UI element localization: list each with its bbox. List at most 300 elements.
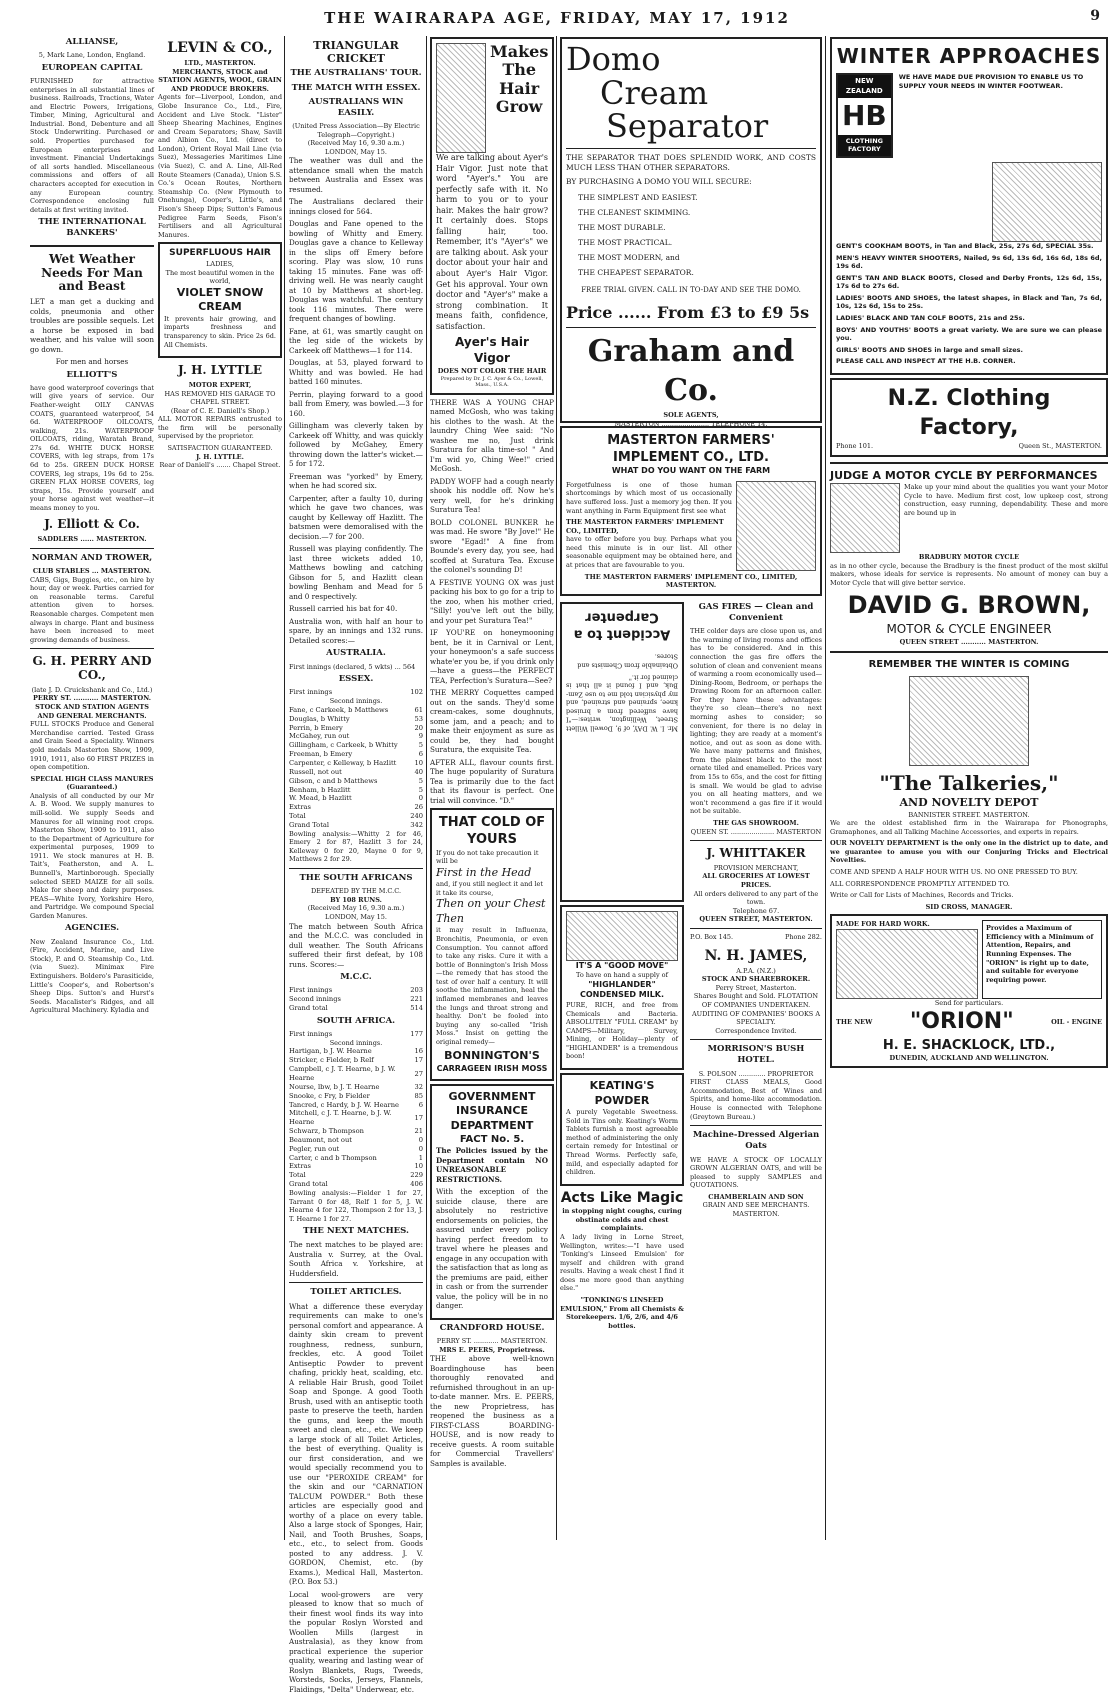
column-2 [289,34,423,1694]
sa-first-innings [289,1030,423,1039]
motorcycle-illustration [830,483,900,553]
wet-weather-heading: Wet Weather Needs For Man and Beast [41,251,143,294]
mfi-name: THE MASTERTON FARMERS' IMPLEMENT CO., LIMITED, [566,518,724,535]
score-value: 102 [410,688,423,697]
cricket-para: The Australians declared their innings closed for 564. [289,197,423,216]
boot-line: GIRLS' BOOTS AND SHOES in large and small sizes. [836,345,1023,354]
sa-second-heading: Second innings. [329,1038,383,1047]
accident-footer: Obtainable from Chemists and Stores. [577,652,678,670]
score-row [289,794,423,803]
perry-trade: STOCK AND STATION AGENTS AND GENERAL MERCHANTS. [35,703,149,720]
motor-brand: BRADBURY MOTOR CYCLE [918,553,1020,562]
masthead [0,0,1114,34]
european-capital-body: FURNISHED for attractive enterprises in all substantial lines of business. Railroads, Tractions, Water and Electric Powers, Irrigations, Timber, Mining, Agricultural and Industrial. Bond, Debenture and all Stock Underwriting. Purchased or sold. Properties purchased for European enterprises and investment. Financial Undertakings of all sorts handled. Miscellaneous commissions and offers of all characters accepted for execution in any European country. Correspondence enclosing full details at first writing invited. [30,77,154,214]
boot-line: GENT'S TAN AND BLACK BOOTS, Closed and Derby Fronts, 12s 6d, 15s, 17s 6d to 27s 6d. [836,273,1102,291]
score-value: 514 [410,1003,423,1012]
perry-sub: (late J. D. Cruickshank and Co., Ltd.) [31,685,153,694]
score-row [289,1101,423,1110]
cricket-sub: THE AUSTRALIANS' TOUR. [290,68,422,79]
player-runs: 32 [414,1082,423,1091]
european-capital-heading: EUROPEAN CAPITAL [41,62,143,73]
score-row [289,1109,423,1127]
cricket-heading: TRIANGULAR CRICKET [313,39,399,65]
cricket-para: The weather was dull and the attendance small when the match between Australia and Essex was resumed. [289,156,423,194]
magic-body: A lady living in Lorne Street, Wellington, writes:—"I have used 'Tonking's Linseed Emulsion' for myself and children with grand results. Having a weak chest I find it does me more good than anything else." [560,1232,684,1293]
norman-sub: CLUB STABLES ... MASTERTON. [32,567,152,576]
ayer-ad [430,37,554,395]
gas-showroom: THE GAS SHOWROOM. [713,818,799,827]
magic-heading: Acts Like Magic [560,1189,684,1206]
whittaker-body-2: All orders delivered to any part of the town. [693,889,819,907]
mfi-body-2: have to offer before you buy. Perhaps what you need this minute is in our list. All other seasonable equipment may be obtained here, and at prices that are favourable to you. [566,535,732,570]
score-row [289,1065,423,1083]
score-row [289,759,423,768]
lyttle-heading: J. H. LYTTLE [177,363,263,378]
score-row [289,750,423,759]
winter-heading: WINTER APPROACHES [836,44,1102,68]
divider [289,868,423,869]
divider [690,1125,822,1126]
crandford-address: PERRY ST. ............ MASTERTON. [436,1337,548,1345]
column-1b [158,34,282,1542]
domo-point: THE SIMPLEST AND EASIEST. [578,193,698,203]
score-row [289,1127,423,1136]
orion-name: "ORION" [909,1009,1014,1035]
wet-weather-body: LET a man get a ducking and colds, pneumonia and other troubles are possible sequels. Let a horse be exposed in bad weather, and his value will soon go down. [30,297,154,354]
whittaker-heading: J. WHITTAKER [706,846,806,861]
james-address: Perry Street, Masterton. [715,983,797,992]
score-label: First innings [289,986,333,995]
lyttle-satisfaction: SATISFACTION GUARANTEED. [167,444,273,453]
score-row [289,786,423,795]
talkeries-body-5: Write or Call for Lists of Machines, Records and Tricks. [830,891,1014,900]
cricket-place: LONDON, May 15. [325,147,387,156]
player-runs: 27 [414,1069,423,1078]
james-box: P.O. Box 145. [690,932,734,941]
player-runs: 61 [414,705,423,714]
score-value: 177 [410,1030,423,1039]
player-runs: 0 [418,1144,423,1153]
player-name: Campbell, c J. T. Hearne, b J. W. Hearne [289,1065,396,1082]
domo-point: THE MOST PRACTICAL. [578,238,673,248]
suratura-jest: IF YOU'RE on honeymooning bent, be it in Carnival or Lent, your honeymoon's a safe success whate'er you be, if you drink only—have a guess—the PERFECT TEA, Perfection's Suratura—See? [430,628,554,685]
whittaker-address: QUEEN STREET, MASTERTON. [699,915,813,924]
talkeries-address: BANNISTER STREET. MASTERTON. [908,810,1030,819]
boot-line: LADIES' BLACK AND TAN COLF BOOTS, 21s and 25s. [836,314,1025,323]
orion-side: Provides a Maximum of Efficiency with a Minimum of Attention, Repairs, and Running Expenses. The "ORION" is right up to date, and suitable for everyone requiring power. [982,920,1102,999]
next-matches-heading: THE NEXT MATCHES. [303,1226,409,1237]
keating-body: A purely Vegetable Sweetness. Sold in Tins only. Keating's Worm Tablets furnish a most agreeable method of administering the only certain remedy for Intestinal or Thread Worms. Perfectly safe, mild, and especially adapted for children. [566,1108,678,1177]
talkeries-body-4: ALL CORRESPONDENCE PROMPTLY ATTENDED TO. [830,879,1010,888]
gov-fact: FACT No. 5. [459,1134,525,1146]
hair-sub-2: The most beautiful women in the world, [165,268,275,286]
elliott-trade: SADDLERS ...... MASTERTON. [37,535,147,544]
south-africans-heading: THE SOUTH AFRICANS [299,873,413,884]
south-africa-heading: SOUTH AFRICA. [316,1015,396,1026]
domo-title-3: Separator [606,107,769,146]
score-label: Total [289,812,306,821]
cold-sub: If you do not take precaution it will be [436,848,539,866]
boot-line: GENT'S COOKHAM BOOTS, in Tan and Black, 25s, 27s 6d, SPECIAL 35s. [836,241,1094,250]
motor-body-2: as in no other cycle, because the Bradbury is the finest product of the most skilful makers, whose ideals for service is represents. No amount of money can buy a Motor Cycle that will give better service. [830,561,1108,587]
perry-address: PERRY ST. ........... MASTERTON. [32,694,152,703]
player-runs: 26 [414,803,423,812]
hair-body: It prevents hair growing, and imparts freshness and transparency to skin. Price 2s 6d. All Chemists. [164,314,276,349]
government-insurance-ad [430,1084,554,1320]
gas-body: THE colder days are close upon us, and the warming of living rooms and offices has to be considered. And in this connection the gas fire offers the solution of clean and convenient means of warming a room economically used—Dining-Room, Bedroom, or perhaps the Drawing Room for an afternoon caller. For they have these advantages: they're so clean—there's no next morning ashes to consider; so convenient, for there is no delay in lighting; they are ready at a moment's notice, and out as soon as done with. We have many patterns and finishes, from the plainest black to the most ornate tiled and enamelled. Prices vary from 15s to 65s, and the cost for fitting is small. We would be glad to advise you on all heating matters, and we won't recommend a gas fire if it would not be suitable. [690,627,822,816]
oats-firm: CHAMBERLAIN AND SON [708,1192,804,1201]
cold-stage-2: and, if you still neglect it and let it take its course, [436,880,544,897]
divider [30,548,154,549]
score-label: Grand total [289,1180,328,1189]
cricket-para: Gillingham was cleverly taken by Carkeek off Whitty, and was quickly followed by McGahey, Emery throwing down the latter's wicket.—5 for 172. [289,421,423,469]
hb-logo [836,73,893,158]
cold-stage-1: First in the Head [436,865,532,879]
boots-list [836,242,1102,366]
player-runs: 16 [414,1047,423,1056]
domo-trial: FREE TRIAL GIVEN. CALL IN TO-DAY AND SEE THE DOMO. [581,286,801,295]
cricket-win: AUSTRALIANS WIN EASILY. [308,96,404,118]
player-runs: 85 [414,1091,423,1100]
score-row [289,1056,423,1065]
highlander-brand: "HIGHLANDER" CONDENSED MILK. [579,979,665,1000]
player-runs: 53 [414,714,423,723]
player-name: Extras [289,1162,311,1171]
james-phone: Phone 282. [784,932,822,941]
talkeries-body-2: OUR NOVELTY DEPARTMENT is the only one in the district up to date, and we guarantee to amuse you with our Conjuring Tricks and Electrical Novelties. [830,839,1108,865]
james-trade: STOCK AND SHAREBROKER. [701,975,811,984]
gov-body: The Policies issued by the Department contain NO UNREASONABLE RESTRICTIONS. [436,1146,548,1184]
gramophone-illustration [909,676,1029,766]
mcc-heading: M.C.C. [340,972,372,983]
score-value: 342 [410,820,423,829]
player-runs: 5 [418,741,423,750]
elliott-body: have good waterproof coverings that will give years of service. Our Feather-weight OILY CANVAS COATS, guaranteed waterproof, 54 6d. WATERPROOF OILCOATS, walking, 21s. WATERPROOF OILCOATS, riding, Waratah Brand, 27s 6d. WHITE DUCK HORSE COVERS, with leg straps, from 17s 6d to 25s. GREEN DUCK HORSE COVERS, leg straps, 19s 6d to 25s. GREEN FLAX HORSE COVERS, leg straps, 15s. Provide yourself and your horse against wet weather—it means money to you. [30,383,154,512]
next-matches-body: The next matches to be played are: Australia v. Surrey, at the Oval. South Africa v. Yorkshire, at Huddersfield. [289,1240,423,1278]
divider [566,148,816,149]
player-runs: 1 [418,1153,423,1162]
suratura-jest: AFTER ALL, flavour counts first. The huge popularity of Suratura Tea is primarily due to the fact that its flavour is perfect. One trial will convince. "D." [430,757,554,805]
essex-bowling: Bowling analysis:—Whitty 2 for 46, Emery 2 for 87, Hazlitt 3 for 24, Kelleway 0 for 20, Mayne 0 for 9, Matthews 2 for 29. [289,829,423,864]
score-row [289,1145,423,1154]
woman-illustration [436,43,486,153]
hb-top: NEW ZEALAND [838,75,891,97]
highlander-body: PURE, RICH, and free from Chemicals and Bacteria. ABSOLUTELY "FULL CREAM" by CAMPS—Military, Survey, Mining, or Holiday—plenty of "HIGHLANDER" is a tremendous boon! [566,1001,678,1061]
ayer-heading: Makes The Hair Grow [490,42,549,117]
player-runs: 6 [418,750,423,759]
score-row [289,777,423,786]
player-name: Benham, b Hazlitt [289,785,351,794]
agencies-body: New Zealand Insurance Co., Ltd. (Fire, Accident, Marine, and Live Stock), P. and O. Steamship Co., Ltd. (via Suez). Minimax Fire Extinguishers. Boldero's Parasiticide, Little's Cooper's, and Robertson's Sheep Dips. Sutton's and Hurst's Seeds. Macalister's Ridges, and all Agricultural Machinery. Kyladia and [30,937,154,1015]
domo-ad [560,37,822,428]
player-runs: 0 [418,1135,423,1144]
player-name: Carpenter, c Kelleway, b Hazlitt [289,758,397,767]
cold-brand-2: CARRAGEEN IRISH MOSS [436,1064,548,1073]
whittaker-tel: Telephone 67. [732,906,780,915]
talkeries-signature: SID CROSS, MANAGER. [925,902,1013,911]
cold-heading: THAT COLD OF YOURS [438,815,546,848]
james-corr: Correspondence Invited. [715,1026,797,1035]
player-name: Stricker, c Fielder, b Relf [289,1056,374,1065]
player-runs: 6 [418,1100,423,1109]
player-runs: 5 [418,785,423,794]
hair-sub: LADIES, [206,260,234,269]
talkeries-heading: "The Talkeries," [879,770,1059,795]
brown-address: QUEEN STREET ........... MASTERTON. [899,637,1039,646]
cricket-para: Australia won, with half an hour to spare, by an innings and 132 runs. Detailed scores:— [289,616,423,645]
player-name: Tancred, c Hardy, b J. W. Hearne [289,1100,399,1109]
cricket-para: Russell was playing confidently. The last three wickets added 10, Matthews bowling and catching Gibson for 5, and Hazlitt clean bowling Benham and Mead for 5 and 0 respectively. [289,544,423,601]
player-name: Snooke, c Fry, b Fielder [289,1091,370,1100]
boot-illustration [992,162,1102,242]
score-label: Second innings [289,995,341,1004]
talkeries-body: We are the oldest established firm in the Wairarapa for Phonographs, Gramaphones, and all Talking Machine Accessories, and experts in repairs. [830,819,1108,836]
magic-sub: in stopping night coughs, curing obstinate colds and chest complaints. [562,1207,682,1233]
domo-points [566,190,816,280]
oats-town: MASTERTON. [732,1210,780,1219]
score-row [289,706,423,715]
cold-brand: BONNINGTON'S [444,1049,540,1063]
crandford-proprietor: MRS E. PEERS, Proprietress. [439,1345,545,1354]
perry-heading: G. H. PERRY AND CO., [32,654,152,683]
player-name: Douglas, b Whitty [289,714,350,723]
divider [289,1282,423,1283]
zam-buk-ad [560,602,684,902]
bonnington-ad [430,808,554,1080]
domo-point: THE CHEAPEST SEPARATOR. [578,268,694,278]
hb-mark: HB [841,98,887,132]
highlander-heading: IT'S A "GOOD MOVE" [575,960,669,970]
player-name: W. Mead, b Hazlitt [289,794,352,803]
domo-point: THE MOST MODERN, and [578,253,680,263]
player-name: Mitchell, c J. T. Hearne, b J. W. Hearne [289,1109,392,1127]
cold-body: it may result in Influenza, Bronchitis, Pneumonia, or even Consumption. You cannot afford to take any risks. Cure it with a bottle of Bonnington's Irish Moss—the remedy that has stood the test of over half a century. It will soothe the inflammation, heal the inflamed membranes and leaves the lungs and throat strong and healthy. Don't be fooled into buying any so-called "Irish Moss." Insist on getting the original remedy— [436,926,548,1046]
south-africans-place: LONDON, May 15. [325,912,387,921]
wet-weather-sub: For men and horses [55,357,129,367]
domo-by: BY PURCHASING A DOMO YOU WILL SECURE: [566,176,752,186]
lyttle-signature: J. H. LYTTLE. [196,452,244,461]
orion-ad [830,914,1108,1068]
oats-heading: Machine-Dressed Algerian Oats [692,1130,820,1152]
highlander-sub: To have on hand a supply of [575,971,669,980]
orion-made: MADE FOR HARD WORK. [836,920,930,929]
morrison-proprietor: S. POLSON ............. PROPRIETOR [698,1069,814,1078]
suratura-jest: BOLD COLONEL BUNKER he was mad. He swore "By Jove!" He swore "Egad!" A fine from Bounde's every day, you see, had scoffed at Suratura Tea. Excuse the colonel's sounding D! [430,517,554,575]
brown-sub: MOTOR & CYCLE ENGINEER [886,622,1052,637]
motor-body: Make up your mind about the qualities you want your Motor Cycle to have. Medium first cost, low upkeep cost, strong construction, easy running, dependability. These and more are bound up in [904,483,1108,517]
morrison-body: FIRST CLASS MEALS, Good Accommodation, Best of Wines and Spirits, and home-like accommodation. House is connected with Telephone (Greytown Bureau.) [690,1078,822,1121]
pointing-man-illustration [736,481,816,571]
score-row [289,732,423,741]
toilet-heading: TOILET ARTICLES. [310,1287,402,1298]
levin-heading: LEVIN & CO., [167,40,273,56]
player-runs: 0 [418,794,423,803]
keating-brand: KEATING'S POWDER [589,1079,655,1107]
mfi-heading: MASTERTON FARMERS' IMPLEMENT CO., LTD. [607,433,775,466]
talkeries-sub: AND NOVELTY DEPOT [899,796,1039,810]
player-name: McGahey, run out [289,732,350,741]
domo-point: THE CLEANEST SKIMMING. [578,208,691,218]
south-africans-by: BY 108 RUNS. [330,895,382,904]
boot-line: LADIES' BOOTS AND SHOES, the latest shapes, in Black and Tan, 7s 6d, 10s, 12s 6d, 15s to 25s. [836,293,1102,311]
superfluous-hair-ad [158,242,282,358]
player-runs: 9 [418,732,423,741]
cricket-para: Douglas, at 53, played forward to Whitty and was bowled. He had batted 160 minutes. [289,358,423,387]
cold-stage-4: Then [436,911,465,925]
crandford-heading: CRANDFORD HOUSE. [439,1322,545,1333]
cricket-para: Perrin, playing forward to a good ball from Emery, was bowled.—3 for 160. [289,389,423,418]
player-runs: 21 [414,1127,423,1136]
australia-heading: AUSTRALIA. [326,648,386,659]
south-africans-sub: DEFEATED BY THE M.C.C. [310,887,402,896]
sa-total [289,1171,423,1189]
divider [690,840,822,841]
column-rule [825,36,826,1540]
mfi-sub: WHAT DO YOU WANT ON THE FARM [611,466,771,476]
suratura-jest: THERE WAS A YOUNG CHAP named McGosh, who was taking his clothes to the wash. At the laundry Ching Wee said: "No washee me no, Just drink Suratura for alla time-so! " And I'm wid yo, Ching Wee!" cried McGosh. [430,397,554,474]
score-label: First innings [289,1030,333,1039]
divider [566,327,816,328]
essex-second-heading: Second innings. [329,697,383,706]
player-name: Russell, not out [289,767,342,776]
cricket-para: Douglas and Fane opened to the bowling of Whitty and Emery. Douglas gave a chance to Kelleway in the slips off Emery before scoring. Play was slow, 10 runs taking 15 minutes. Fane was off-driving well. He was nearly caught at 10 by Matthews at short-leg. Douglas was watchful. The century took 116 minutes. There were frequent changes of bowling. [289,219,423,324]
divider [690,928,822,929]
score-row [289,724,423,733]
talkeries-body-3: COME AND SPEND A HALF HOUR WITH US. NO ONE PRESSED TO BUY. [830,868,1078,877]
player-name: Extras [289,803,311,812]
keating-ad [560,1073,684,1186]
crandford-body: THE above well-known Boardinghouse has been thoroughly renovated and refurnished throughout in an up-to-date manner. Mrs. E. PEERS, the new Proprietress, has reopened the business as a FIRST-CLASS BOARDING-HOUSE, and is now ready to receive guests. A room suitable for Commercial Travellers' Samples is available. [430,1354,554,1468]
whittaker-sub: PROVISION MERCHANT, [713,863,799,872]
domo-price: Price ...... From £3 to £9 5s [566,302,810,322]
ayer-brand: Ayer's Hair Vigor [455,335,529,366]
james-sub: A.P.A. (N.Z.) [736,966,776,975]
divider [830,462,1108,464]
score-row [289,1162,423,1171]
score-row [289,803,423,812]
nz-clothing-factory-ad [830,378,1108,457]
james-body: Shares Bought and Sold. FLOTATION OF COMPANIES UNDERTAKEN. [693,992,819,1009]
family-illustration [566,911,678,961]
norman-heading: NORMAN AND TROWER, [31,552,153,563]
motor-heading: JUDGE A MOTOR CYCLE BY PERFORMANCES [830,468,1098,482]
score-row [289,1083,423,1092]
engine-illustration [836,929,978,999]
gas-address: QUEEN ST. ..................... MASTERTON [690,827,822,836]
cricket-para: Russell carried his bat for 40. [289,604,398,614]
hb-bottom: CLOTHING FACTORY [838,135,891,156]
graham-heading: Graham and Co. [587,333,795,409]
score-row [289,1154,423,1163]
player-runs: 17 [414,1113,423,1122]
divider [830,651,1108,653]
score-row [289,715,423,724]
score-row [289,1047,423,1056]
hair-heading: SUPERFLUOUS HAIR [169,248,271,259]
nzcf-phone: Phone 101. [836,441,874,450]
orion-firm: H. E. SHACKLOCK, LTD., [882,1037,1056,1053]
alliance-address: 5, Mark Lane, London, England. [38,51,146,60]
toilet-body: What a difference these everyday requirements can make to one's personal comfort and appearance. A dainty skin cream to prevent roughness, redness, sunburn, freckles, etc. A good Toilet Antiseptic Powder to prevent chafing, prickly heat, scalding, etc. A reliable Hair Brush, good Toilet Soap and Sponge. A good Tooth Brush, used with an antiseptic tooth paste to preserve the teeth, harden the gums, and keep the mouth sweet and clean, etc., etc. We keep a large stock of all Toilet Articles, the best of everything. Quality is our first consideration, and we would specially recommend you to use our "PEROXIDE CREAM" for the skin and our "CARNATION TALCUM POWDER." Both these articles are especially good and worthy of a place on every table. Also a large stock of Sponges, Hair, Nail, and Tooth Brushes, Soaps, etc., etc., to select from. Goods posted to any address. J. V. GORDON, Chemist, etc. (by Exams.), Medical Hall, Masterton. (P.O. Box 53.) [289,1301,423,1587]
player-name: Nourse, lbw, b J. T. Hearne [289,1082,380,1091]
player-name: Freeman, b Emery [289,750,353,759]
player-runs: 5 [418,776,423,785]
player-name: Hartigan, b J. W. Hearne [289,1047,372,1056]
levin-trade: MERCHANTS, STOCK and STATION AGENTS, WOOL, GRAIN AND PRODUCE BROKERS. [158,67,282,93]
gov-body-2: With the exception of the suicide clause, there are absolutely no restrictive endorsements on policies, the assured under every policy having perfect freedom to travel where he pleases and engage in any occupation with the satisfaction that as long as the premiums are paid, either in cash or from the surrender value, the policy will be in no danger. [436,1187,548,1311]
south-africans-received: (Received May 16, 9.30 a.m.) [307,904,405,913]
score-value: 406 [410,1180,423,1189]
score-label: Total [289,1171,306,1180]
elliott-firm: J. Elliott & Co. [44,517,140,532]
cricket-match: THE MATCH WITH ESSEX. [291,82,421,93]
cricket-para: Freeman was "yorked" by Emery, when he had scored six. [289,471,423,491]
player-runs: 40 [414,767,423,776]
lyttle-body-2: ALL MOTOR REPAIRS entrusted to the firm will be personally supervised by the proprietor. [158,415,282,441]
page-number: 9 [1090,8,1102,24]
perry-body-2: Analysis of all conducted by our Mr A. B. Wood. We supply manures to mill-solid. We supply Seeds and Manures for all winning root crops. Masterton Show, 1909 to 1911, also to the Department of Agriculture for experimental purposes, 1909 to 1911. We stock manures at H. B. Tait's, Featherston, and A. L. Bunnell's, Martinborough. Specially selected SEED MAIZE for all soils. Make for sheep and dairy purposes. PEAS—White Ivory, Yorkshire Hero, and Partridge. We compound Special Garden Manures. [30,791,154,920]
column-rule [426,36,427,1540]
divider [30,648,154,649]
graham-address: MASTERTON ....................... TELEPHONE 14. [614,419,768,428]
lyttle-footer: Rear of Daniell's ....... Chapel Street. [159,461,281,470]
player-name: Perrin, b Emery [289,723,343,732]
mfi-signature: THE MASTERTON FARMERS' IMPLEMENT CO., LIMITED, MASTERTON. [584,572,798,590]
score-value: 240 [410,812,423,821]
oats-trade: GRAIN AND SEE MERCHANTS. [702,1201,810,1210]
player-runs: 10 [414,1162,423,1171]
suratura-jest: PADDY WOFF had a cough nearly shook his noddle off. Now he's very well, for he's drinking Suratura Tea! [430,476,554,515]
cricket-assoc: (United Press Association—By Electric Telegraph—Copyright.) [292,122,420,139]
score-row [289,741,423,750]
orion-send: Send for particulars. [934,998,1004,1007]
column-1a [30,34,154,1542]
ayer-footer: Prepared by Dr. J. C. Ayer & Co., Lowell, Mass., U.S.A. [440,375,544,389]
bankers-signature: THE INTERNATIONAL BANKERS' [38,217,146,239]
player-name: Fane, c Carkeek, b Matthews [289,705,389,714]
nzcf-heading: N.Z. Clothing Factory, [887,385,1051,440]
elliott-heading: ELLIOTT'S [66,369,118,380]
masthead-title: THE WAIRARAPA AGE, FRIDAY, MAY 17, 1912 [324,9,790,27]
player-name: Gibson, c and b Matthews [289,776,378,785]
ayer-tag: DOES NOT COLOR THE HAIR [437,366,547,375]
james-audit: AUDITING OF COMPANIES' BOOKS A SPECIALTY. [691,1009,821,1027]
winter-body: WE HAVE MADE DUE PROVISION TO ENABLE US TO SUPPLY YOUR NEEDS IN WINTER FOOTWEAR. [898,73,1084,90]
farmers-implement-ad [560,426,822,596]
divider [30,245,154,247]
mfi-body: Forgetfulness is one of those human shortcomings by which most of us occasionally have suffered loss. Just a memory jog then. If you want anything in Farm Equipment first see what [566,480,732,515]
score-label: Grand total [289,1003,328,1012]
accident-body: Mr. I. W. DAY, of 9, Dowell Willett Street, Wellington, writes:—"I have suffered from a bruised knee, sprained and strained, and my physician told me to use Zam-Buk, and I found it all that is claimed for it." [566,672,678,733]
score-label: Grand Total [289,820,330,829]
player-runs: 20 [414,723,423,732]
remember-heading: REMEMBER THE WINTER IS COMING [868,659,1070,671]
score-row [289,1092,423,1101]
cricket-received: (Received May 16, 9.30 a.m.) [307,139,405,148]
score-value: 221 [410,995,423,1004]
player-name: Pegler, run out [289,1144,340,1153]
highlander-ad [560,905,684,1070]
domo-title: Domo [566,40,661,78]
sa-scorecard [289,1047,423,1171]
player-name: Carter, c and b Thompson [289,1153,377,1162]
column-5 [830,34,1108,1542]
lyttle-sub: MOTOR EXPERT, [188,380,252,389]
brown-heading: DAVID G. BROWN, [847,591,1091,620]
alliance-heading: ALLIANSE, [65,37,119,47]
essex-heading: ESSEX. [338,674,374,685]
domo-point: THE MOST DURABLE. [578,223,666,233]
